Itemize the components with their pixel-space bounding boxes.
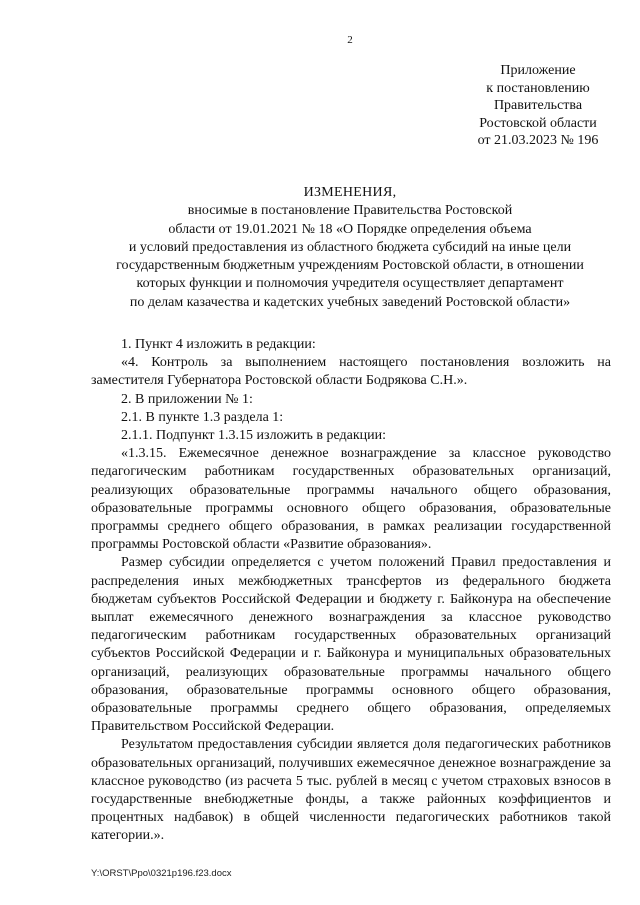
paragraph: 2.1. В пункте 1.3 раздела 1: [121, 409, 284, 425]
paragraph: Размер субсидии определяется с учетом положений Правил предоставления и распределения иных межбюджетных трансфертов из федерального бюджета бюджетам субъектов Российской Федерации и бюджету г. Байконура на обеспечение выплат ежемесячного денежного вознаграждения за классное руководство педагогическим работникам государственных образовательных организаций субъектов Российской Федерации и г. Байконура и муниципальных образовательных организаций, реализующих образовательные программы начального общего образования, образовательные программы основного общего образования, образовательные программы среднего общего образования, определяемых Правительством Российской Федерации. [91, 555, 611, 735]
document-title [70, 184, 630, 312]
title-heading: ИЗМЕНЕНИЯ, [303, 185, 397, 200]
appendix-line: к постановлению [486, 80, 590, 96]
paragraph: «1.3.15. Ежемесячное денежное вознаграждение за классное руководство педагогическим работникам государственных образовательных организаций, реализующих образовательные программы начального общего образования, образовательные программы основного общего образования, образовательные программы среднего общего образования, в рамках реализации государственной программы Ростовской области «Развитие образования». [91, 446, 611, 553]
title-line: по делам казачества и кадетских учебных заведений Ростовской области» [129, 294, 571, 310]
appendix-line: Ростовской области [479, 115, 597, 131]
page-number: 2 [347, 34, 353, 46]
appendix-line: Приложение [500, 63, 576, 78]
appendix-line: Правительства [493, 98, 583, 113]
title-line: области от 19.01.2021 № 18 «О Порядке определения объема [168, 221, 532, 237]
appendix-block [440, 62, 636, 150]
paragraph: 2.1.1. Подпункт 1.3.15 изложить в редакции: [121, 428, 387, 444]
title-line: государственным бюджетным учреждениям Ростовской области, в отношении [116, 258, 584, 274]
paragraph: 1. Пункт 4 изложить в редакции: [121, 337, 316, 352]
paragraph: 2. В приложении № 1: [121, 391, 253, 407]
paragraph: Результатом предоставления субсидии является доля педагогических работников образовательных организаций, получивших ежемесячное денежное вознаграждение за классное руководство (из расчета 5 тыс. рублей в месяц с учетом страховых взносов в государственные внебюджетные фонды, а также районных коэффициентов и процентных надбавок) в общей численности педагогических работников такой категории.». [91, 737, 611, 844]
title-line: и условий предоставления из областного бюджета субсидий на иные цели [128, 239, 572, 255]
document-body [91, 336, 611, 846]
footer-file-path: Y:\ORST\Ppo\0321p196.f23.docx [91, 868, 232, 879]
paragraph: «4. Контроль за выполнением настоящего постановления возложить на заместителя Губернатора Ростовской области Бодрякова С.Н.». [91, 355, 611, 389]
title-line: которых функции и полномочия учредителя осуществляет департамент [136, 276, 564, 292]
title-line: вносимые в постановление Правительства Ростовской [187, 203, 513, 219]
appendix-line: от 21.03.2023 № 196 [477, 133, 599, 148]
